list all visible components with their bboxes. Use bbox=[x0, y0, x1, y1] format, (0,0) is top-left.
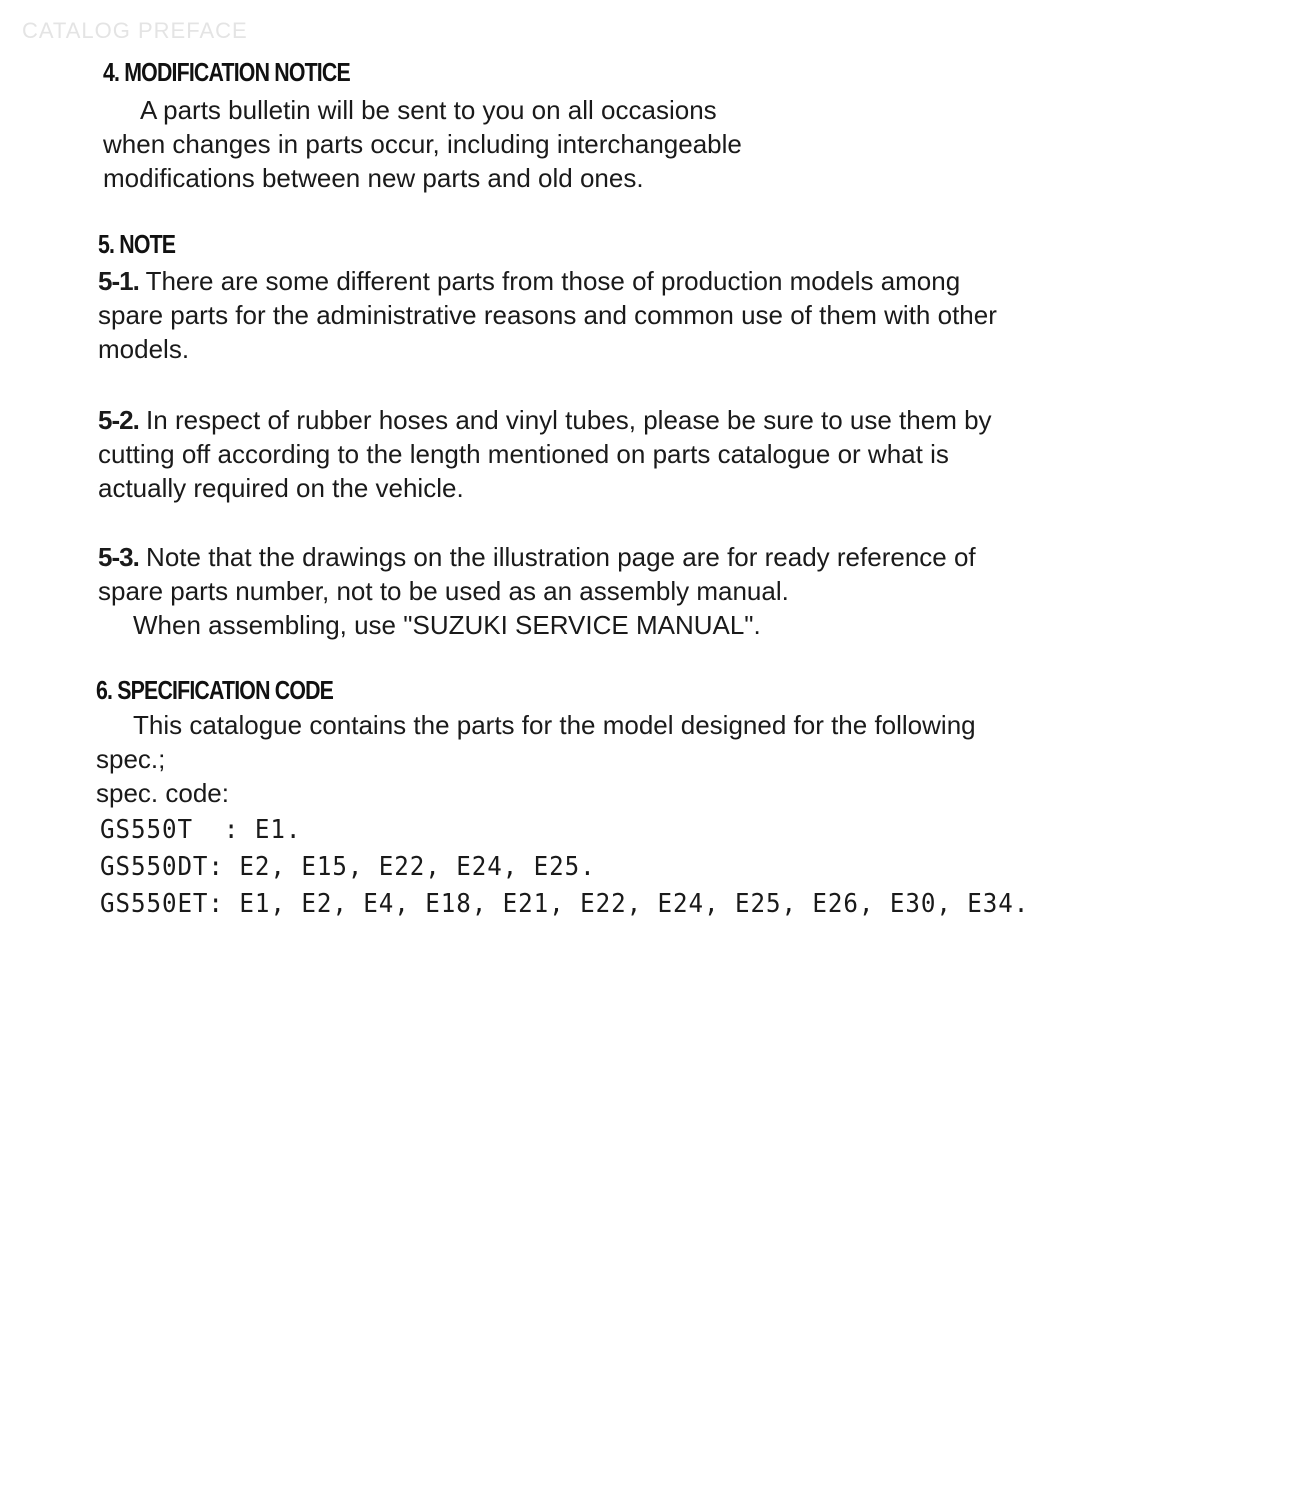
note-5-1-number: 5-1. bbox=[98, 266, 139, 296]
note-5-1-line-3: models. bbox=[98, 334, 190, 364]
note-5-2 bbox=[98, 403, 992, 505]
note-5-2-text-1: In respect of rubber hoses and vinyl tubes, please be sure to use them by bbox=[146, 405, 992, 435]
section-4-line-2: when changes in parts occur, including interchangeable bbox=[103, 129, 742, 159]
section-6-line-3: spec. code: bbox=[96, 778, 229, 808]
note-5-1-line-2: spare parts for the administrative reasons and common use of them with other bbox=[98, 300, 997, 330]
note-5-3 bbox=[98, 540, 976, 642]
note-5-2-line-3: actually required on the vehicle. bbox=[98, 473, 464, 503]
note-5-1 bbox=[98, 264, 997, 366]
spec-code-gs550et: GS550ET: E1, E2, E4, E18, E21, E22, E24, E25, E26, E30, E34. bbox=[100, 889, 1030, 919]
section-6-line-2: spec.; bbox=[96, 744, 166, 774]
note-5-1-line-1 bbox=[98, 264, 997, 298]
page-watermark: CATALOG PREFACE bbox=[22, 18, 248, 43]
note-5-2-line-2: cutting off according to the length mentioned on parts catalogue or what is bbox=[98, 439, 949, 469]
section-4-line-1: A parts bulletin will be sent to you on all occasions bbox=[140, 95, 717, 125]
note-5-2-number: 5-2. bbox=[98, 405, 139, 435]
spec-code-gs550t: GS550T : E1. bbox=[100, 815, 302, 845]
section-6-heading: 6. SPECIFICATION CODE bbox=[96, 675, 334, 705]
spec-code-list bbox=[100, 812, 1029, 923]
note-5-3-line-1 bbox=[98, 540, 976, 574]
section-4-line-3: modifications between new parts and old ones. bbox=[103, 163, 644, 193]
note-5-3-line-3: When assembling, use "SUZUKI SERVICE MANUAL". bbox=[133, 610, 761, 640]
section-6-line-1: This catalogue contains the parts for the model designed for the following bbox=[133, 710, 976, 740]
section-4-body bbox=[103, 93, 742, 195]
note-5-1-text-1: There are some different parts from those of production models among bbox=[145, 266, 961, 296]
section-6-body bbox=[96, 708, 976, 810]
section-4-heading: 4. MODIFICATION NOTICE bbox=[103, 57, 350, 87]
note-5-3-number: 5-3. bbox=[98, 542, 139, 572]
note-5-2-line-1 bbox=[98, 403, 992, 437]
note-5-3-text-1: Note that the drawings on the illustration page are for ready reference of bbox=[146, 542, 976, 572]
note-5-3-line-2: spare parts number, not to be used as an assembly manual. bbox=[98, 576, 789, 606]
spec-code-gs550dt: GS550DT: E2, E15, E22, E24, E25. bbox=[100, 852, 596, 882]
section-5-heading: 5. NOTE bbox=[98, 229, 176, 259]
